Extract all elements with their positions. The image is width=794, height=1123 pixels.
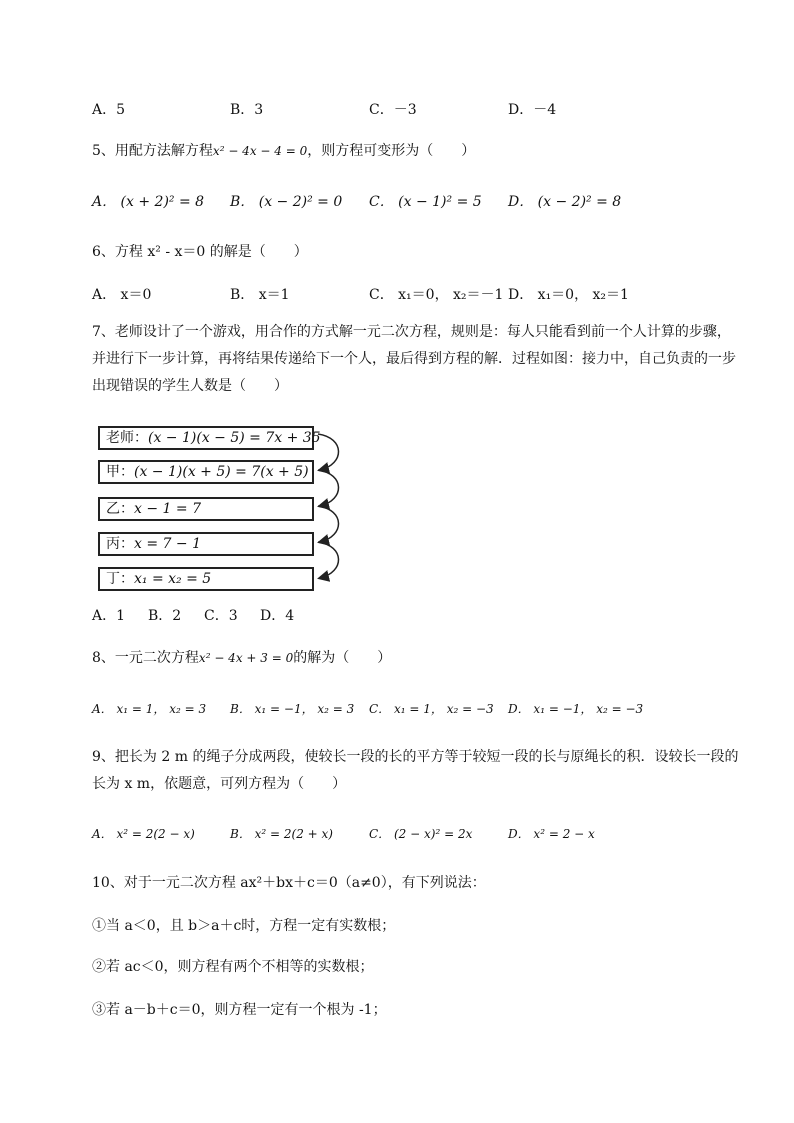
q8-option-b: B． x₁ = −1， x₂ = 3	[230, 702, 355, 716]
q9-stem: 9、把长为 2 m 的绳子分成两段，使较长一段的长的平方等于较短一段的长与原绳长的积．设较长一段的长为 x m，依题意，可列方程为（ ）	[92, 749, 739, 792]
q10-item-3: ③若 a－b＋c＝0，则方程一定有一个根为 -1；	[92, 1002, 387, 1018]
flow-step-role: 乙：	[106, 501, 134, 517]
q5-stem-prefix: 5、用配方法解方程	[92, 143, 213, 159]
q10-item-1: ①当 a＜0，且 b＞a＋c时，方程一定有实数根；	[92, 918, 396, 934]
flow-step-yi	[98, 497, 314, 521]
flow-step-teacher	[98, 426, 321, 450]
q4-option-a: A．5	[92, 102, 126, 118]
q9-option-b: B． x² = 2(2 + x)	[230, 827, 333, 841]
q8-stem-prefix: 8、一元二次方程	[92, 650, 199, 666]
curved-arrow-icon	[318, 434, 339, 470]
flow-step-bing	[98, 532, 314, 556]
q4-option-b: B．3	[230, 102, 264, 118]
q4-option-c: C．－3	[369, 102, 417, 118]
flow-arrows	[300, 424, 360, 594]
q5-stem-equation: x² − 4x − 4 = 0	[212, 144, 308, 158]
q8-option-d: D． x₁ = −1， x₂ = −3	[508, 702, 644, 716]
q5-stem	[92, 141, 475, 161]
flow-step-ding	[98, 567, 314, 591]
q8-stem-equation: x² − 4x + 3 = 0	[198, 651, 294, 665]
flow-step-jia	[98, 460, 314, 484]
q6-option-c: C． x₁＝0， x₂＝－1	[369, 287, 504, 303]
flow-step-equation: x = 7 − 1	[134, 536, 201, 552]
q7-option-d: D．4	[260, 608, 295, 624]
q10-item-2: ②若 ac＜0，则方程有两个不相等的实数根；	[92, 959, 374, 975]
q5-option-b: B． (x − 2)² = 0	[230, 194, 343, 210]
q8-stem-suffix: 的解为（ ）	[293, 650, 392, 666]
q9-option-c: C． (2 − x)² = 2x	[369, 827, 473, 841]
q7-option-b: B．2	[148, 608, 182, 624]
q7-option-a: A．1	[92, 608, 126, 624]
q5-option-a: A． (x + 2)² = 8	[92, 194, 205, 210]
q8-option-a: A． x₁ = 1， x₂ = 3	[92, 702, 207, 716]
q7-stem: 7、老师设计了一个游戏，用合作的方式解一元二次方程，规则是：每人只能看到前一个人计算的步骤，并进行下一步计算，再将结果传递给下一个人，最后得到方程的解．过程如图：接力中，自己负责的一步出现错误的学生人数是（ ）	[92, 324, 736, 394]
flow-step-role: 丙：	[106, 536, 134, 552]
q5-option-d: D． (x − 2)² = 8	[508, 194, 622, 210]
q7-option-c: C．3	[204, 608, 238, 624]
q8-stem	[92, 648, 391, 668]
flow-step-equation: (x − 1)(x + 5) = 7(x + 5)	[134, 464, 309, 480]
q4-option-d: D．－4	[508, 102, 557, 118]
flow-step-role: 丁：	[106, 571, 134, 587]
flow-step-role: 老师：	[106, 430, 148, 446]
q5-stem-suffix: ，则方程可变形为（ ）	[307, 143, 476, 159]
q10-stem: 10、对于一元二次方程 ax²＋bx＋c＝0（a≠0），有下列说法：	[92, 875, 486, 891]
curved-arrow-icon	[318, 470, 339, 506]
q9-option-d: D． x² = 2 − x	[508, 827, 595, 841]
flow-step-equation: (x − 1)(x − 5) = 7x + 35	[148, 430, 321, 446]
q6-option-a: A． x＝0	[92, 287, 152, 303]
curved-arrow-icon	[318, 506, 339, 542]
q8-option-c: C． x₁ = 1， x₂ = −3	[369, 702, 494, 716]
curved-arrow-icon	[318, 542, 339, 578]
q6-option-b: B． x＝1	[230, 287, 290, 303]
flow-step-equation: x₁ = x₂ = 5	[134, 571, 212, 587]
flow-step-role: 甲：	[106, 464, 134, 480]
q6-stem: 6、方程 x² - x＝0 的解是（ ）	[92, 244, 308, 260]
q9-option-a: A． x² = 2(2 − x)	[92, 827, 195, 841]
q6-option-d: D． x₁＝0， x₂＝1	[508, 287, 629, 303]
flow-step-equation: x − 1 = 7	[134, 501, 201, 517]
q5-option-c: C． (x − 1)² = 5	[369, 194, 482, 210]
